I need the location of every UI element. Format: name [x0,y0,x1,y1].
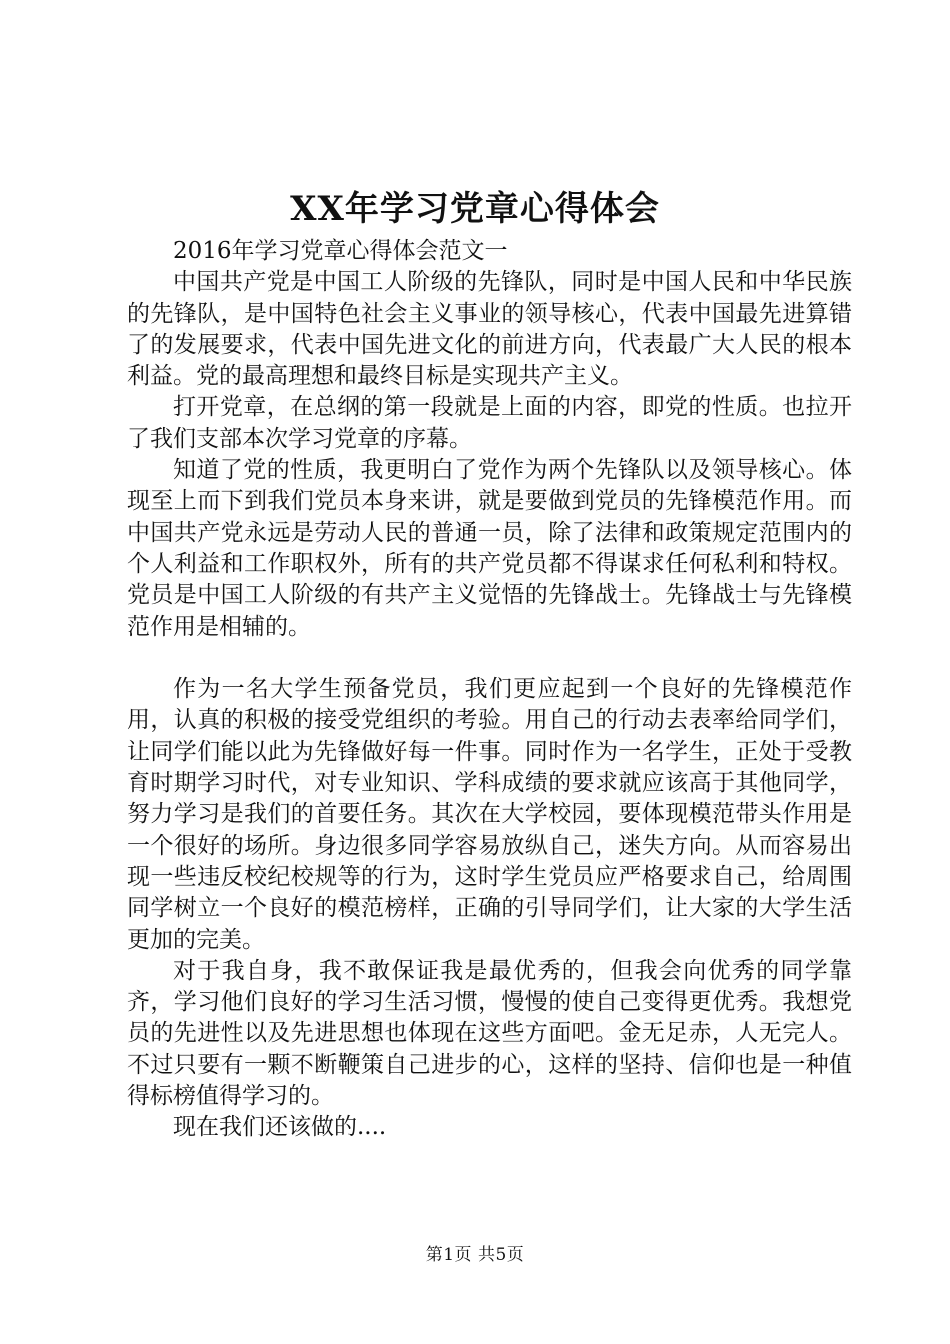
paragraph-1: 中国共产党是中国工人阶级的先锋队，同时是中国人民和中华民族的先锋队，是中国特色社会主义事业的领导核心，代表中国最先进算错了的发展要求，代表中国先进文化的前进方向，代表最广大人民的根本利益。党的最高理想和最终目标是实现共产主义。 [127,269,852,390]
document-body [127,236,852,1144]
paragraph-3: 知道了党的性质，我更明白了党作为两个先锋队以及领导核心。体现至上而下到我们党员本身来讲，就是要做到党员的先锋模范作用。而中国共产党永远是劳动人民的普通一员，除了法律和政策规定范围内的个人利益和工作职权外，所有的共产党员都不得谋求任何私利和特权。党员是中国工人阶级的有共产主义觉悟的先锋战士。先锋战士与先锋模范作用是相辅的。 [127,457,852,640]
page-number-footer: 第1页 共5页 [425,1245,525,1265]
document-title: XX年学习党章心得体会 [290,189,660,229]
paragraph-4: 作为一名大学生预备党员，我们更应起到一个良好的先锋模范作用，认真的积极的接受党组织的考验。用自己的行动去表率给同学们，让同学们能以此为先锋做好每一件事。同时作为一名学生，正处于受教育时期学习时代，对专业知识、学科成绩的要求就应该高于其他同学，努力学习是我们的首要任务。其次在大学校园，要体现模范带头作用是一个很好的场所。身边很多同学容易放纵自己，迷失方向。从而容易出现一些违反校纪校规等的行为，这时学生党员应严格要求自己，给周围同学树立一个良好的模范榜样，正确的引导同学们，让大家的大学生活更加的完美。 [127,676,852,953]
paragraph-5: 对于我自身，我不敢保证我是最优秀的，但我会向优秀的同学靠齐，学习他们良好的学习生活习惯，慢慢的使自己变得更优秀。我想党员的先进性以及先进思想也体现在这些方面吧。金无足赤，人无完人。不过只要有一颗不断鞭策自己进步的心，这样的坚持、信仰也是一种值得标榜值得学习的。 [127,957,852,1110]
blank-line [127,643,852,674]
document-subtitle: 2016年学习党章心得体会范文一 [173,238,508,264]
paragraph-2: 打开党章，在总纲的第一段就是上面的内容，即党的性质。也拉开了我们支部本次学习党章的序幕。 [127,394,852,452]
paragraph-6: 现在我们还该做的.... [173,1114,387,1141]
